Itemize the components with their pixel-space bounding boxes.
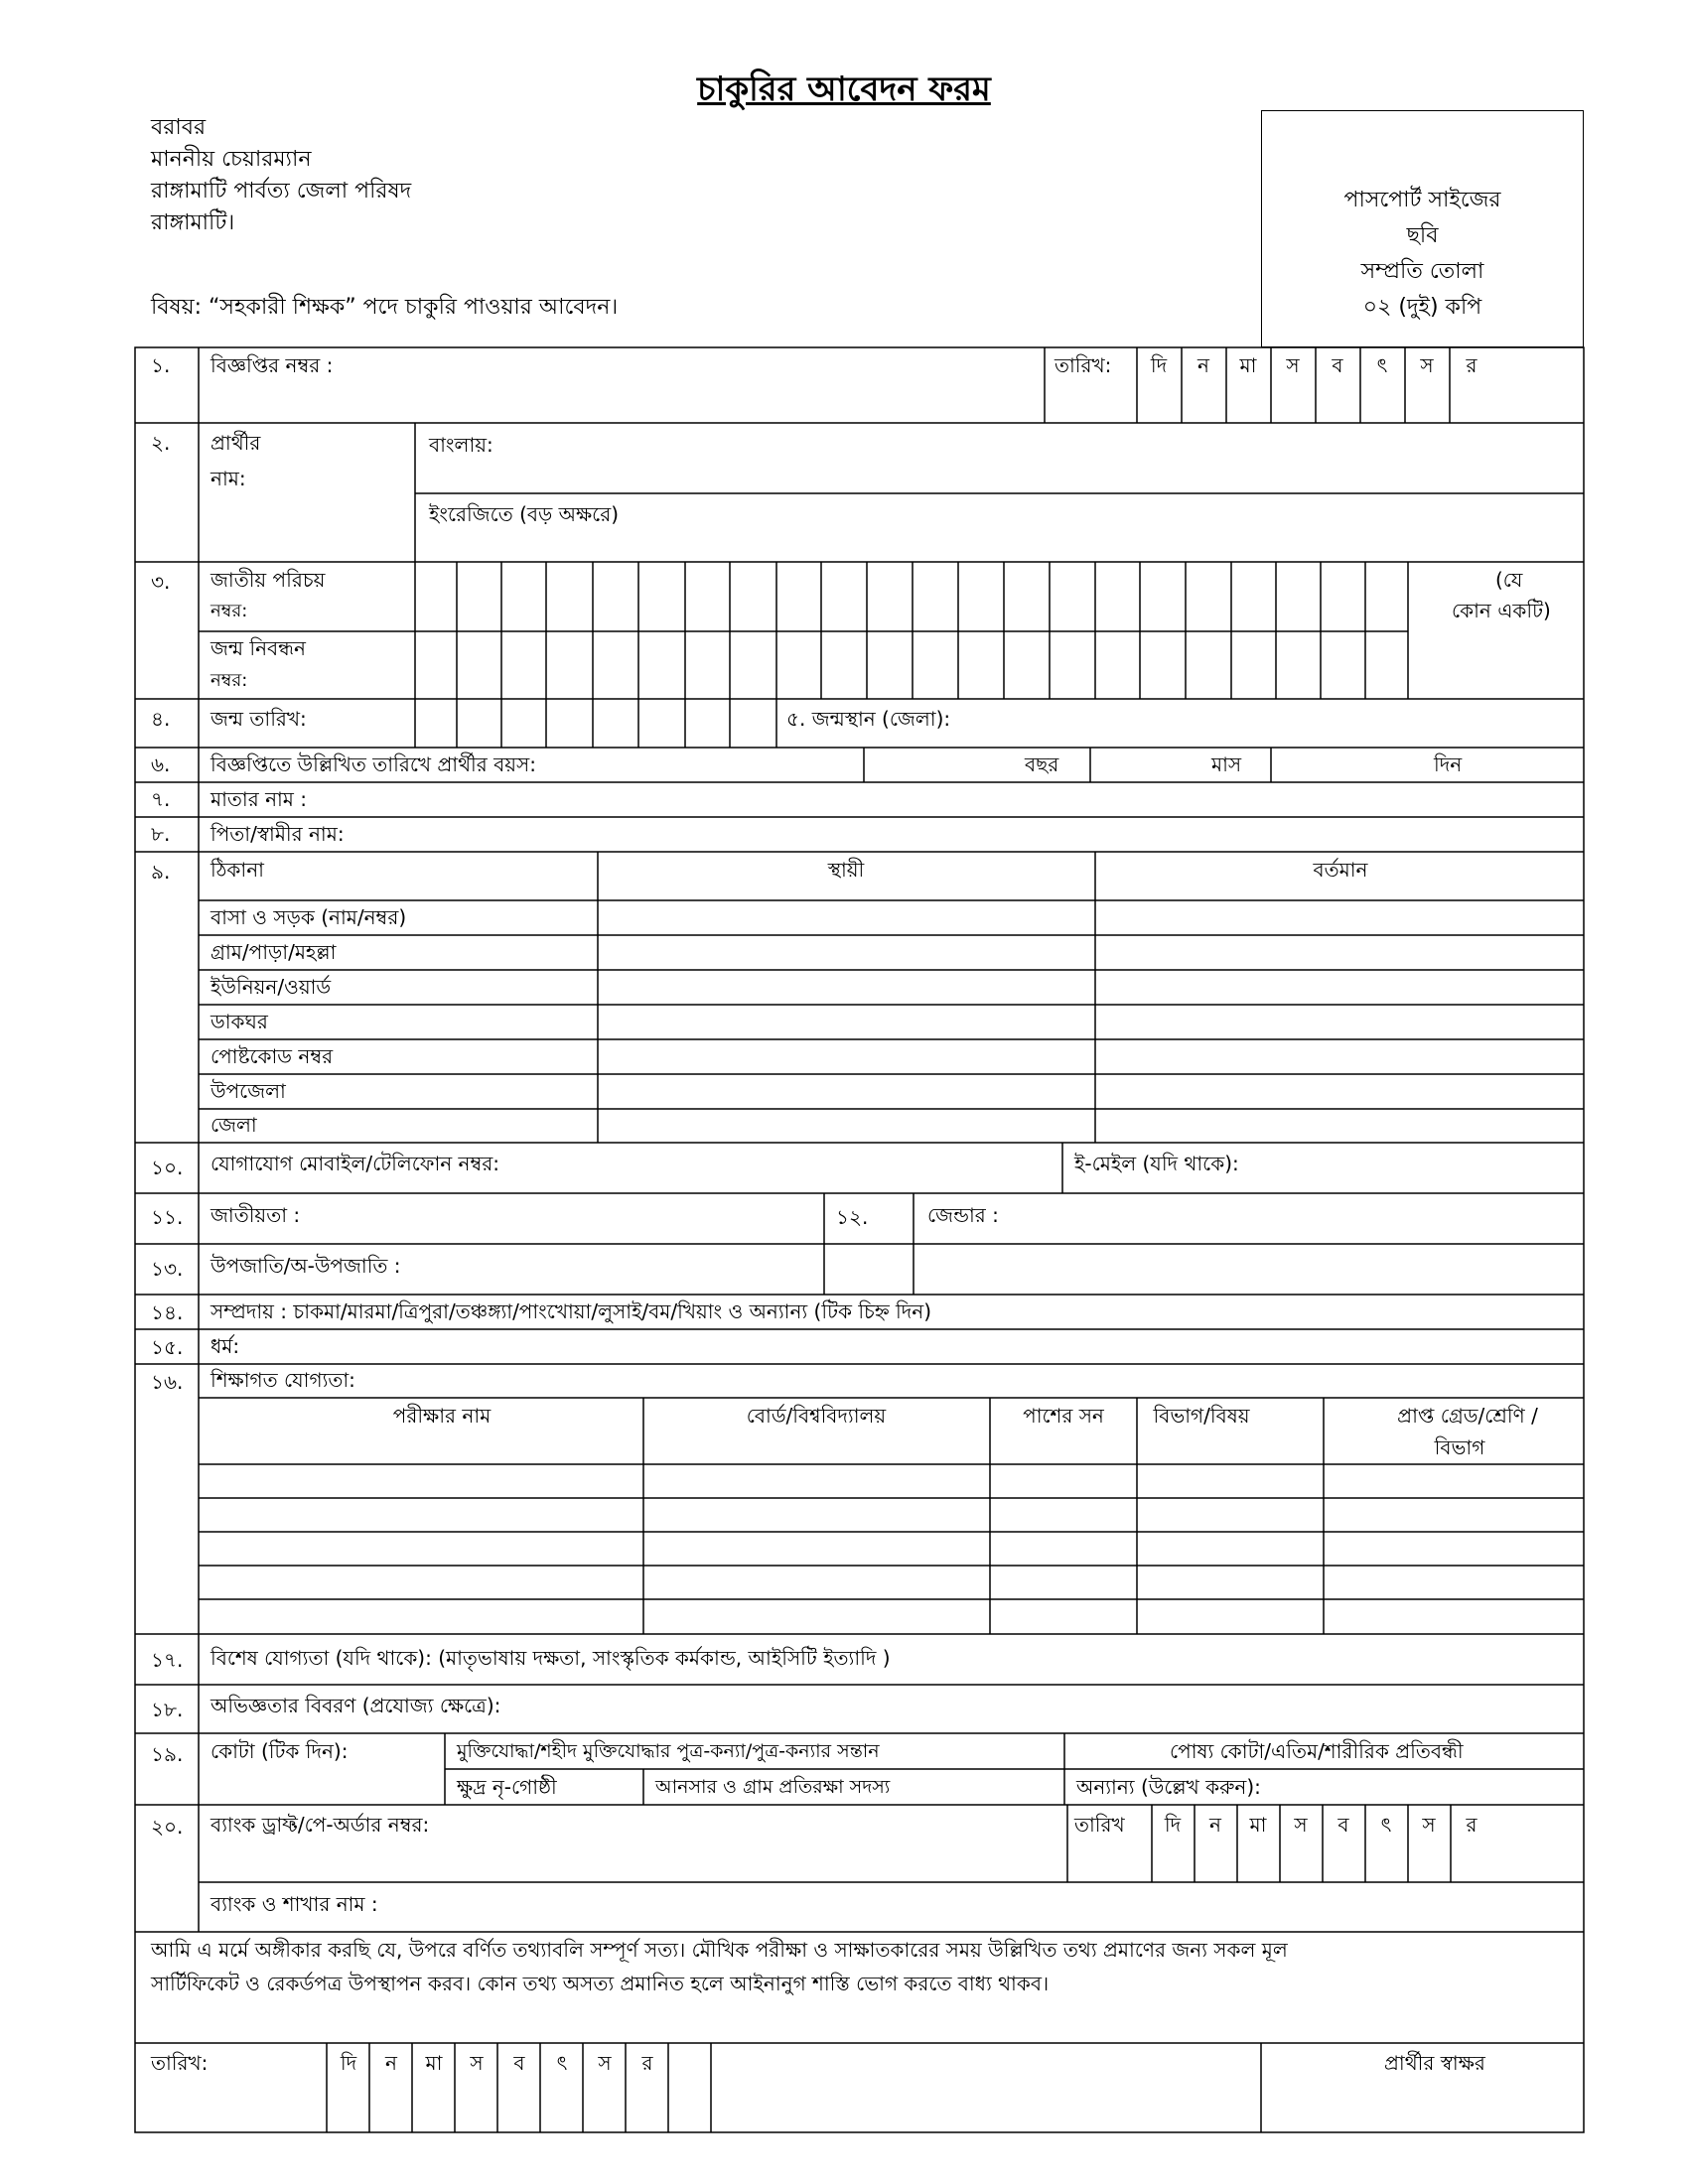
row-number: ৯. (151, 860, 171, 884)
row-number: ১. (151, 353, 171, 377)
date-box-year[interactable]: ৎ (556, 2051, 568, 2075)
subject-header: বিভাগ/বিষয় (1153, 1404, 1250, 1428)
advert-date-label: তারিখ: (1055, 353, 1112, 377)
date-box-month[interactable]: মা (1239, 353, 1257, 377)
exam-name-header: পরীক্ষার নাম (392, 1404, 492, 1428)
row-number: ২০. (151, 1815, 184, 1839)
photo-line: সম্প্রতি তোলা (1360, 259, 1484, 284)
declaration-text: সার্টিফিকেট ও রেকর্ডপত্র উপস্থাপন করব। কোন তথ্য অসত্য প্রমানিত হলে আইনানুগ শাস্তি ভোগ করতে বাধ্য থাকব। (151, 1972, 1050, 1995)
either-one-note: (যে (1495, 568, 1523, 592)
date-box-year[interactable]: স (1422, 1813, 1436, 1837)
age-year-label: বছর (1025, 752, 1059, 776)
applicant-label: প্রার্থীর (211, 431, 261, 455)
row-number: ৪. (151, 707, 171, 731)
row-number: ১৫. (151, 1335, 184, 1359)
row-number: ৩. (151, 570, 171, 594)
address-line: রাঙ্গামাটি। (151, 210, 235, 235)
quota-label: কোটা (টিক দিন): (211, 1739, 349, 1763)
date-box-month[interactable]: স (470, 2051, 484, 2075)
photo-line: ০২ (দুই) কপি (1362, 295, 1482, 320)
date-box-day[interactable]: দি (340, 2051, 357, 2075)
education-label: শিক্ষাগত যোগ্যতা: (211, 1368, 355, 1392)
row-number: ১৮. (151, 1698, 184, 1721)
address-item: উপজেলা (211, 1079, 286, 1103)
date-box-year[interactable]: স (1420, 353, 1434, 377)
date-box-year[interactable]: ব (513, 2051, 525, 2075)
address-line: মাননীয় চেয়ারম্যান (151, 147, 312, 172)
nid-label: জাতীয় পরিচয় (211, 568, 326, 592)
date-box-month[interactable]: মা (425, 2051, 443, 2075)
date-box-year[interactable]: ৎ (1380, 1813, 1392, 1837)
address-item: পোষ্টকোড নম্বর (211, 1044, 334, 1068)
row-number: ৭. (151, 787, 171, 811)
row-number: ১৩. (151, 1257, 184, 1281)
grade-header-division: বিভাগ (1434, 1435, 1485, 1459)
age-day-label: দিন (1434, 752, 1463, 776)
row-number: ১১. (151, 1205, 184, 1229)
address-item: বাসা ও সড়ক (নাম/নম্বর) (211, 905, 407, 929)
quota-ward-orphan-disabled[interactable]: পোষ্য কোটা/এতিম/শারীরিক প্রতিবন্ধী (1170, 1739, 1464, 1763)
date-box-month[interactable]: স (1286, 353, 1300, 377)
grade-header: প্রাপ্ত গ্রেড/শ্রেণি / (1397, 1404, 1538, 1428)
nationality-label: জাতীয়তা : (211, 1203, 301, 1227)
birth-reg-label: জন্ম নিবন্ধন (211, 636, 306, 660)
address-item: ডাকঘর (211, 1010, 268, 1033)
row-number: ১৭. (151, 1648, 184, 1672)
row-number: ৬. (151, 752, 171, 776)
dob-label: জন্ম তারিখ: (211, 707, 307, 731)
bank-branch-label: ব্যাংক ও শাখার নাম : (211, 1892, 378, 1916)
form-title: চাকুরির আবেদন ফরম (697, 69, 991, 109)
quota-ethnic-minority[interactable]: ক্ষুদ্র নৃ-গোষ্ঠী (457, 1775, 557, 1799)
address-line: রাঙ্গামাটি পার্বত্য জেলা পরিষদ (151, 179, 412, 204)
date-box-year[interactable]: র (1466, 353, 1477, 377)
birth-reg-number-label: নম্বর: (211, 670, 248, 691)
date-box-year[interactable]: ব (1337, 1813, 1349, 1837)
either-one-note: কোন একটি) (1452, 599, 1551, 622)
permanent-address-header: স্থায়ী (827, 858, 865, 882)
photo-line: ছবি (1406, 223, 1439, 248)
nid-number-label: নম্বর: (211, 601, 248, 621)
row-number: ৮. (151, 822, 171, 846)
date-box-year[interactable]: স (598, 2051, 612, 2075)
quota-ansar-vdp[interactable]: আনসার ও গ্রাম প্রতিরক্ষা সদস্য (655, 1776, 891, 1798)
quota-other[interactable]: অন্যান্য (উল্লেখ করুন): (1076, 1775, 1261, 1799)
declaration-text: আমি এ মর্মে অঙ্গীকার করছি যে, উপরে বর্ণিত তথ্যাবলি সম্পূর্ণ সত্য। মৌখিক পরীক্ষা ও সাক্ষাতকারের সময় উল্লিখিত তথ্য প্রমাণের জন্য সকল মূল (151, 1938, 1288, 1962)
date-box-month[interactable]: মা (1249, 1813, 1267, 1837)
date-box-year[interactable]: র (641, 2051, 653, 2075)
bank-date-label: তারিখ (1074, 1813, 1125, 1837)
date-box-month[interactable]: স (1294, 1813, 1308, 1837)
address-item: গ্রাম/পাড়া/মহল্লা (211, 940, 337, 964)
bank-draft-label: ব্যাংক ড্রাফ্ট/পে-অর্ডার নম্বর: (211, 1813, 430, 1837)
row-number: ১৬. (151, 1370, 184, 1394)
gender-label: জেন্ডার : (927, 1203, 999, 1227)
tribal-status-label: উপজাতি/অ-উপজাতি : (211, 1254, 401, 1278)
community-label: সম্প্রদায় : চাকমা/মারমা/ত্রিপুরা/তঞ্চঙ্গ্যা/পাংখোয়া/লুসাই/বম/খিয়াং ও অন্যান্য (টিক চিহ্ন দিন) (211, 1299, 932, 1323)
date-box-day[interactable]: ন (1197, 353, 1209, 377)
row-number: ১৯. (151, 1742, 184, 1766)
footer-date-label: তারিখ: (151, 2051, 209, 2075)
name-bangla-field[interactable]: বাংলায়: (429, 433, 493, 457)
applicant-name-label: নাম: (211, 467, 246, 490)
email-label: ই-মেইল (যদি থাকে): (1074, 1152, 1239, 1175)
father-name-label: পিতা/স্বামীর নাম: (211, 822, 345, 846)
date-box-year[interactable]: ব (1332, 353, 1343, 377)
age-label: বিজ্ঞপ্তিতে উল্লিখিত তারিখে প্রার্থীর বয়স: (211, 752, 536, 776)
date-box-day[interactable]: দি (1164, 1813, 1182, 1837)
date-box-day[interactable]: দি (1150, 353, 1168, 377)
special-qualification-label: বিশেষ যোগ্যতা (যদি থাকে): (মাতৃভাষায় দক্ষতা, সাংস্কৃতিক কর্মকান্ড, আইসিটি ইত্যাদি ) (211, 1646, 891, 1670)
birthplace-label: ৫. জন্মস্থান (জেলা): (786, 707, 951, 731)
mother-name-label: মাতার নাম : (211, 787, 308, 811)
age-month-label: মাস (1211, 752, 1242, 776)
date-box-day[interactable]: ন (385, 2051, 397, 2075)
religion-label: ধর্ম: (211, 1334, 240, 1358)
address-item: ইউনিয়ন/ওয়ার্ড (211, 975, 332, 999)
subject-line: বিষয়: “সহকারী শিক্ষক” পদে চাকুরি পাওয়ার আবেদন। (151, 295, 619, 320)
advert-number-label: বিজ্ঞপ্তির নম্বর : (211, 353, 334, 377)
address-line: বরাবর (151, 115, 207, 140)
row-number: ১৪. (151, 1300, 184, 1324)
board-university-header: বোর্ড/বিশ্ববিদ্যালয় (746, 1404, 887, 1428)
quota-freedom-fighter[interactable]: মুক্তিযোদ্ধা/শহীদ মুক্তিযোদ্ধার পুত্র-কন্যা/পুত্র-কন্যার সন্তান (457, 1740, 880, 1762)
date-box-day[interactable]: ন (1209, 1813, 1221, 1837)
row-number: ২. (151, 431, 171, 455)
passing-year-header: পাশের সন (1023, 1404, 1104, 1428)
date-box-year[interactable]: র (1466, 1813, 1477, 1837)
address-label: ঠিকানা (211, 858, 264, 882)
photo-line: পাসপোর্ট সাইজের (1343, 188, 1501, 212)
signature-label[interactable]: প্রার্থীর স্বাক্ষর (1384, 2051, 1485, 2075)
row-number: ১২. (836, 1205, 869, 1229)
row-number: ১০. (151, 1156, 184, 1179)
present-address-header: বর্তমান (1313, 858, 1368, 882)
name-english-field[interactable]: ইংরেজিতে (বড় অক্ষরে) (429, 502, 619, 526)
experience-label: অভিজ্ঞতার বিবরণ (প্রযোজ্য ক্ষেত্রে): (211, 1694, 501, 1717)
address-item: জেলা (211, 1113, 257, 1137)
phone-label: যোগাযোগ মোবাইল/টেলিফোন নম্বর: (211, 1152, 500, 1175)
date-box-year[interactable]: ৎ (1376, 353, 1388, 377)
